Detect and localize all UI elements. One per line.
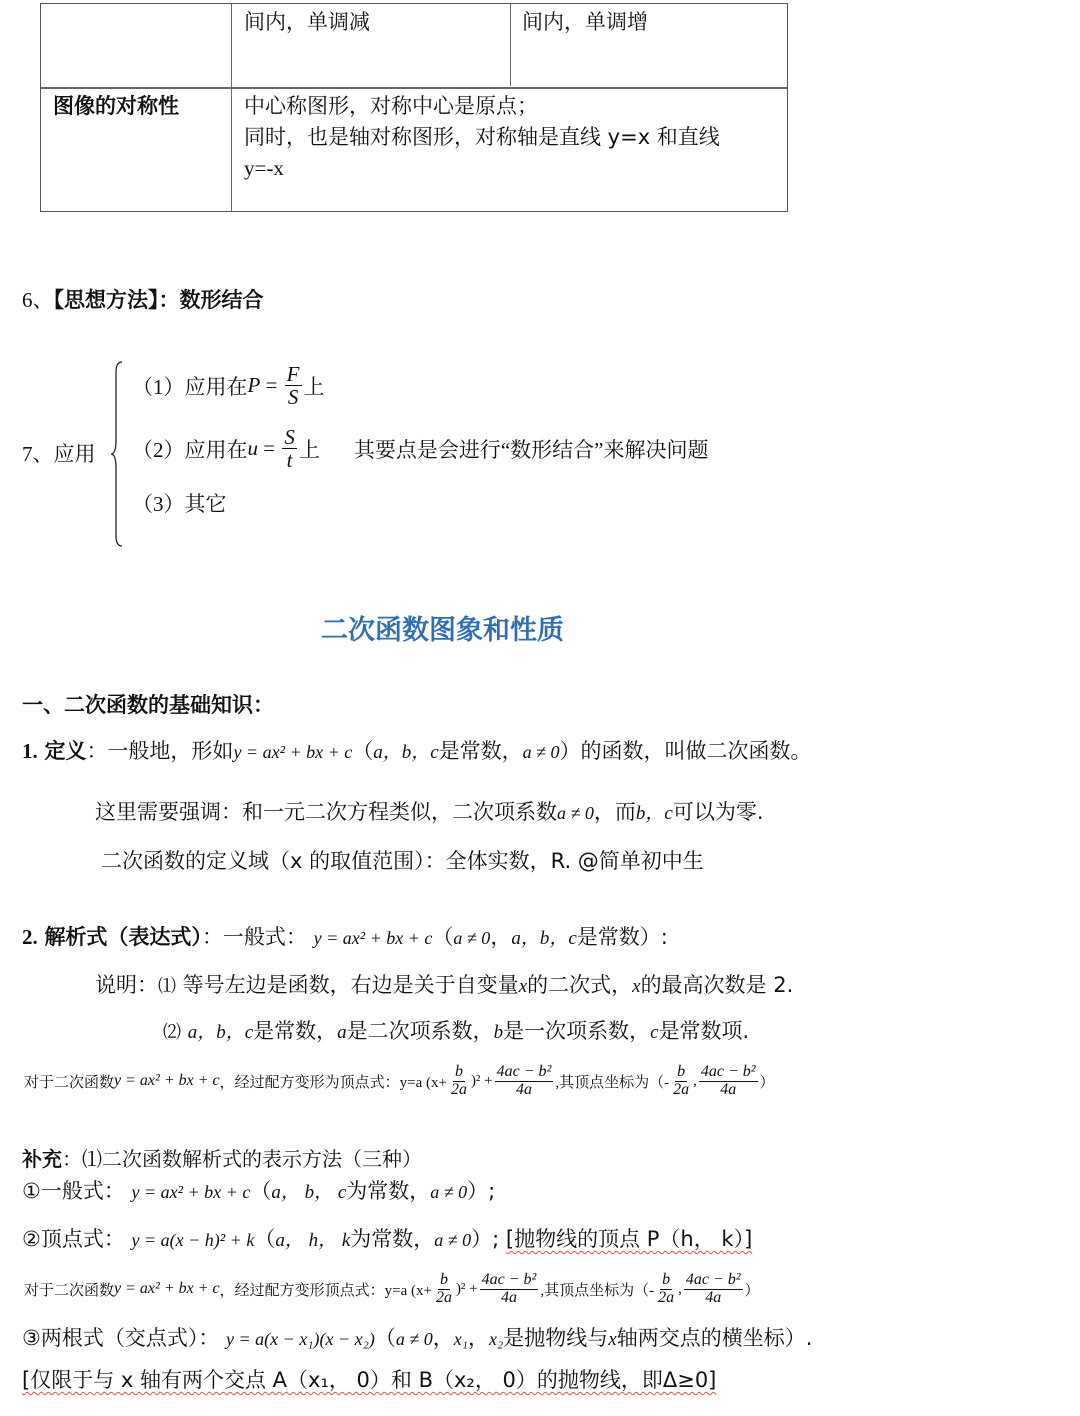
fraction-denominator: 2a: [658, 1288, 675, 1306]
vertex-point-note: [抛物线的顶点 P（h， k）]: [505, 1227, 753, 1251]
fraction-4ac-b2-over-4a: [684, 1272, 743, 1307]
vars-bc: b，c: [635, 803, 673, 824]
fraction-denominator: 4a: [515, 1080, 532, 1098]
domain-line: 二次函数的定义域（x 的取值范围）：全体实数，R. @简单初中生: [101, 849, 704, 873]
condition-a-nonzero: a ≠ 0: [522, 742, 560, 762]
section-6-heading: [22, 284, 264, 314]
application-item-2: [132, 426, 708, 471]
fraction-numerator: 4ac − b²: [685, 1271, 741, 1288]
formula-general: y = ax² + bx + c: [131, 1182, 251, 1202]
explanation-text: 是一次项系数，: [503, 1019, 651, 1043]
definition-text: ：一般地，形如: [86, 739, 234, 763]
explanation-index: ⑴: [158, 976, 176, 996]
formula-general: y = ax² + bx + c: [233, 742, 353, 762]
application-item-2-suffix: 上: [298, 437, 320, 462]
explanation-1: [95, 969, 793, 999]
note-text: ，经过配方变形为顶点式：y=a (x+: [219, 1074, 447, 1091]
application-item-1: [132, 363, 325, 408]
var-x: x: [518, 976, 528, 997]
expression-text: （: [432, 925, 454, 949]
fraction-F-over-S: [285, 363, 302, 408]
table-col-divider: [231, 4, 232, 211]
section-6-number: 6、: [22, 288, 54, 312]
page-title: 二次函数图象和性质: [321, 615, 564, 646]
note-text: 对于二次函数: [24, 1074, 115, 1091]
definition-text: 是常数，: [438, 739, 523, 763]
form-text: 轴两交点的横坐标）.: [616, 1326, 813, 1350]
note-text: ,: [693, 1072, 697, 1089]
table-row-divider: [41, 87, 787, 89]
vertex-form-line: [22, 1223, 752, 1253]
equals-sign: =: [260, 373, 283, 398]
circled-number-3: ③: [22, 1326, 41, 1350]
vertex-form-note-2: [24, 1272, 760, 1307]
explanation-text: 的二次式，: [527, 973, 633, 997]
form-text: （: [374, 1326, 396, 1350]
note-text: ,其顶点坐标为（-: [555, 1074, 670, 1091]
fraction-denominator: t: [286, 448, 293, 473]
section-7-prefix: 7、应用: [22, 442, 96, 466]
fraction-denominator: 2a: [435, 1288, 452, 1306]
fraction-numerator: b: [677, 1063, 686, 1080]
fraction-4ac-b2-over-4a: [495, 1064, 554, 1099]
condition-a-nonzero: a ≠ 0: [557, 803, 594, 823]
supplement-heading: [22, 1143, 422, 1172]
table-cell-symmetry-line2: 同时，也是轴对称图形，对称轴是直线 y=x 和直线: [244, 125, 720, 149]
properties-table: [40, 3, 788, 212]
fraction-b-over-2a: [449, 1064, 469, 1099]
condition-a-nonzero: a ≠ 0: [434, 1230, 472, 1250]
fraction-numerator: F: [286, 362, 300, 386]
fraction-numerator: 4ac − b²: [496, 1063, 552, 1080]
form-text: ，: [432, 1326, 454, 1350]
explanation-text: 是二次项系数，: [346, 1019, 494, 1043]
supplement-label: 补充: [22, 1147, 62, 1171]
emphasis-text: 这里需要强调：和一元二次方程类似，二次项系数: [95, 800, 557, 824]
vars-ahk: a， h， k: [275, 1230, 351, 1251]
fraction-b-over-2a: [434, 1272, 454, 1307]
formula-general: y = ax² + bx + c: [313, 928, 433, 948]
emphasis-text: ，而: [593, 800, 636, 824]
form-text: 是抛物线与: [503, 1326, 609, 1350]
application-item-2-label: （2）应用在: [132, 437, 248, 462]
expression-number: 2.: [22, 925, 38, 949]
var-c: c: [650, 1022, 659, 1043]
explanation-text: 是常数，: [253, 1019, 338, 1043]
form-text: ）;: [467, 1179, 496, 1203]
fraction-4ac-b2-over-4a: [699, 1064, 758, 1099]
explanation-index: ⑵: [163, 1022, 181, 1042]
vars-abc: a，b，c: [187, 1022, 254, 1043]
note-text: ，经过配方变形顶点式：y=a (x+: [219, 1282, 432, 1299]
equals-sign: =: [258, 436, 281, 461]
emphasis-line: [95, 796, 764, 826]
note-text: ）: [744, 1282, 760, 1299]
roots-form-line: [22, 1322, 812, 1352]
circled-number-1: ①: [22, 1179, 41, 1203]
fraction-numerator: b: [439, 1271, 448, 1288]
note-text: ）: [759, 1074, 775, 1091]
form-text: ）;: [471, 1227, 506, 1251]
fraction-S-over-t: [282, 426, 297, 471]
explanation-text: 是常数项.: [658, 1019, 750, 1043]
expression-text: ，: [490, 925, 512, 949]
fraction-b-over-2a: [671, 1064, 691, 1099]
application-item-1-label: （1）应用在: [132, 374, 248, 399]
table-cell-decreasing: 间内，单调减: [244, 10, 370, 34]
roots-limit-text: [仅限于与 x 轴有两个交点 A（x₁， 0）和 B（x₂， 0）的抛物线，即Δ≥0]: [22, 1368, 717, 1392]
var-x: x: [632, 976, 641, 997]
table-cell-increasing: 间内，单调增: [522, 10, 648, 34]
table-cell-symmetry-line3: y=-x: [244, 156, 284, 180]
left-brace-icon: [110, 360, 124, 548]
application-item-3: （3）其它: [132, 492, 227, 516]
table-cell-symmetry-line1: 中心称图形，对称中心是原点；: [244, 94, 538, 118]
fraction-numerator: b: [454, 1063, 463, 1080]
var-x2: x₂: [489, 1329, 504, 1349]
fraction-b-over-2a: [656, 1272, 676, 1307]
form-text: 为常数，: [350, 1227, 435, 1251]
explanation-prefix: 说明：: [95, 973, 158, 997]
condition-a-nonzero: a ≠ 0: [430, 1182, 468, 1202]
section-6-label: 【思想方法】：数形结合: [53, 288, 264, 312]
circled-number-2: ②: [22, 1227, 41, 1251]
definition-text: ）的函数，叫做二次函数。: [559, 739, 812, 763]
supplement-text: ：⑴二次函数解析式的表示方法（三种）: [62, 1147, 422, 1171]
form-text: 为常数，: [346, 1179, 431, 1203]
vars-abc: a，b，c: [511, 928, 577, 949]
explanation-2: [163, 1015, 749, 1045]
roots-form-label: 两根式（交点式）：: [40, 1326, 220, 1350]
fraction-4ac-b2-over-4a: [480, 1272, 539, 1307]
formula-general: y = ax² + bx + c: [114, 1280, 220, 1298]
formula-roots: y = a(x − x₁)(x − x₂): [226, 1329, 375, 1349]
expression-label: 解析式（表达式）: [44, 925, 202, 949]
note-text: )² +: [470, 1072, 493, 1089]
condition-a-nonzero: a ≠ 0: [453, 928, 491, 948]
definition-label: 定义: [44, 739, 87, 763]
explanation-text: 的最高次数是 2.: [640, 973, 794, 997]
expression-text: ：一般式：: [201, 925, 307, 949]
definition-text: （: [352, 739, 374, 763]
fraction-denominator: 2a: [673, 1080, 690, 1098]
application-note: 其要点是会进行“数形结合”来解决问题: [353, 437, 709, 462]
fraction-numerator: S: [284, 425, 295, 449]
fraction-numerator: 4ac − b²: [700, 1063, 756, 1080]
table-col-divider: [510, 4, 511, 86]
general-form-line: [22, 1175, 495, 1205]
fraction-denominator: S: [287, 385, 299, 410]
expression-line: [22, 921, 668, 951]
explanation-text: 等号左边是函数，右边是关于自变量: [176, 973, 519, 997]
fraction-denominator: 2a: [450, 1080, 467, 1098]
note-text: ,: [678, 1280, 682, 1297]
fraction-numerator: 4ac − b²: [481, 1271, 537, 1288]
fraction-denominator: 4a: [720, 1080, 737, 1098]
fraction-denominator: 4a: [705, 1288, 722, 1306]
expression-text: 是常数）:: [576, 925, 668, 949]
var-a: a: [337, 1022, 347, 1043]
emphasis-text: 可以为零.: [672, 800, 764, 824]
form-text: （: [250, 1179, 272, 1203]
form-text: （: [254, 1227, 276, 1251]
note-text: 对于二次函数: [24, 1282, 115, 1299]
var-P: P: [247, 373, 261, 398]
definition-number: 1.: [22, 739, 38, 763]
fraction-numerator: b: [662, 1271, 671, 1288]
note-text: ,其顶点坐标为（-: [540, 1282, 655, 1299]
form-text: ，: [468, 1326, 490, 1350]
part-1-heading: 一、二次函数的基础知识：: [22, 693, 274, 717]
var-x1: x₁: [453, 1329, 469, 1349]
note-text: )² +: [455, 1280, 478, 1297]
application-item-1-suffix: 上: [303, 374, 325, 399]
table-cell-symmetry-label: 图像的对称性: [53, 94, 179, 118]
vars-abc: a， b， c: [271, 1182, 347, 1203]
general-form-label: 一般式：: [40, 1179, 125, 1203]
vertex-form-note-1: [24, 1064, 775, 1099]
formula-vertex: y = a(x − h)² + k: [131, 1230, 255, 1250]
var-u: u: [247, 436, 258, 461]
roots-limit-note: [22, 1364, 716, 1394]
formula-general: y = ax² + bx + c: [114, 1072, 220, 1090]
var-b: b: [493, 1022, 504, 1043]
vars-abc: a，b，c: [373, 742, 439, 763]
var-x: x: [608, 1329, 617, 1350]
vertex-form-label: 顶点式：: [40, 1227, 125, 1251]
fraction-denominator: 4a: [500, 1288, 517, 1306]
definition-line: [22, 735, 812, 765]
condition-a-nonzero: a ≠ 0: [395, 1329, 433, 1349]
